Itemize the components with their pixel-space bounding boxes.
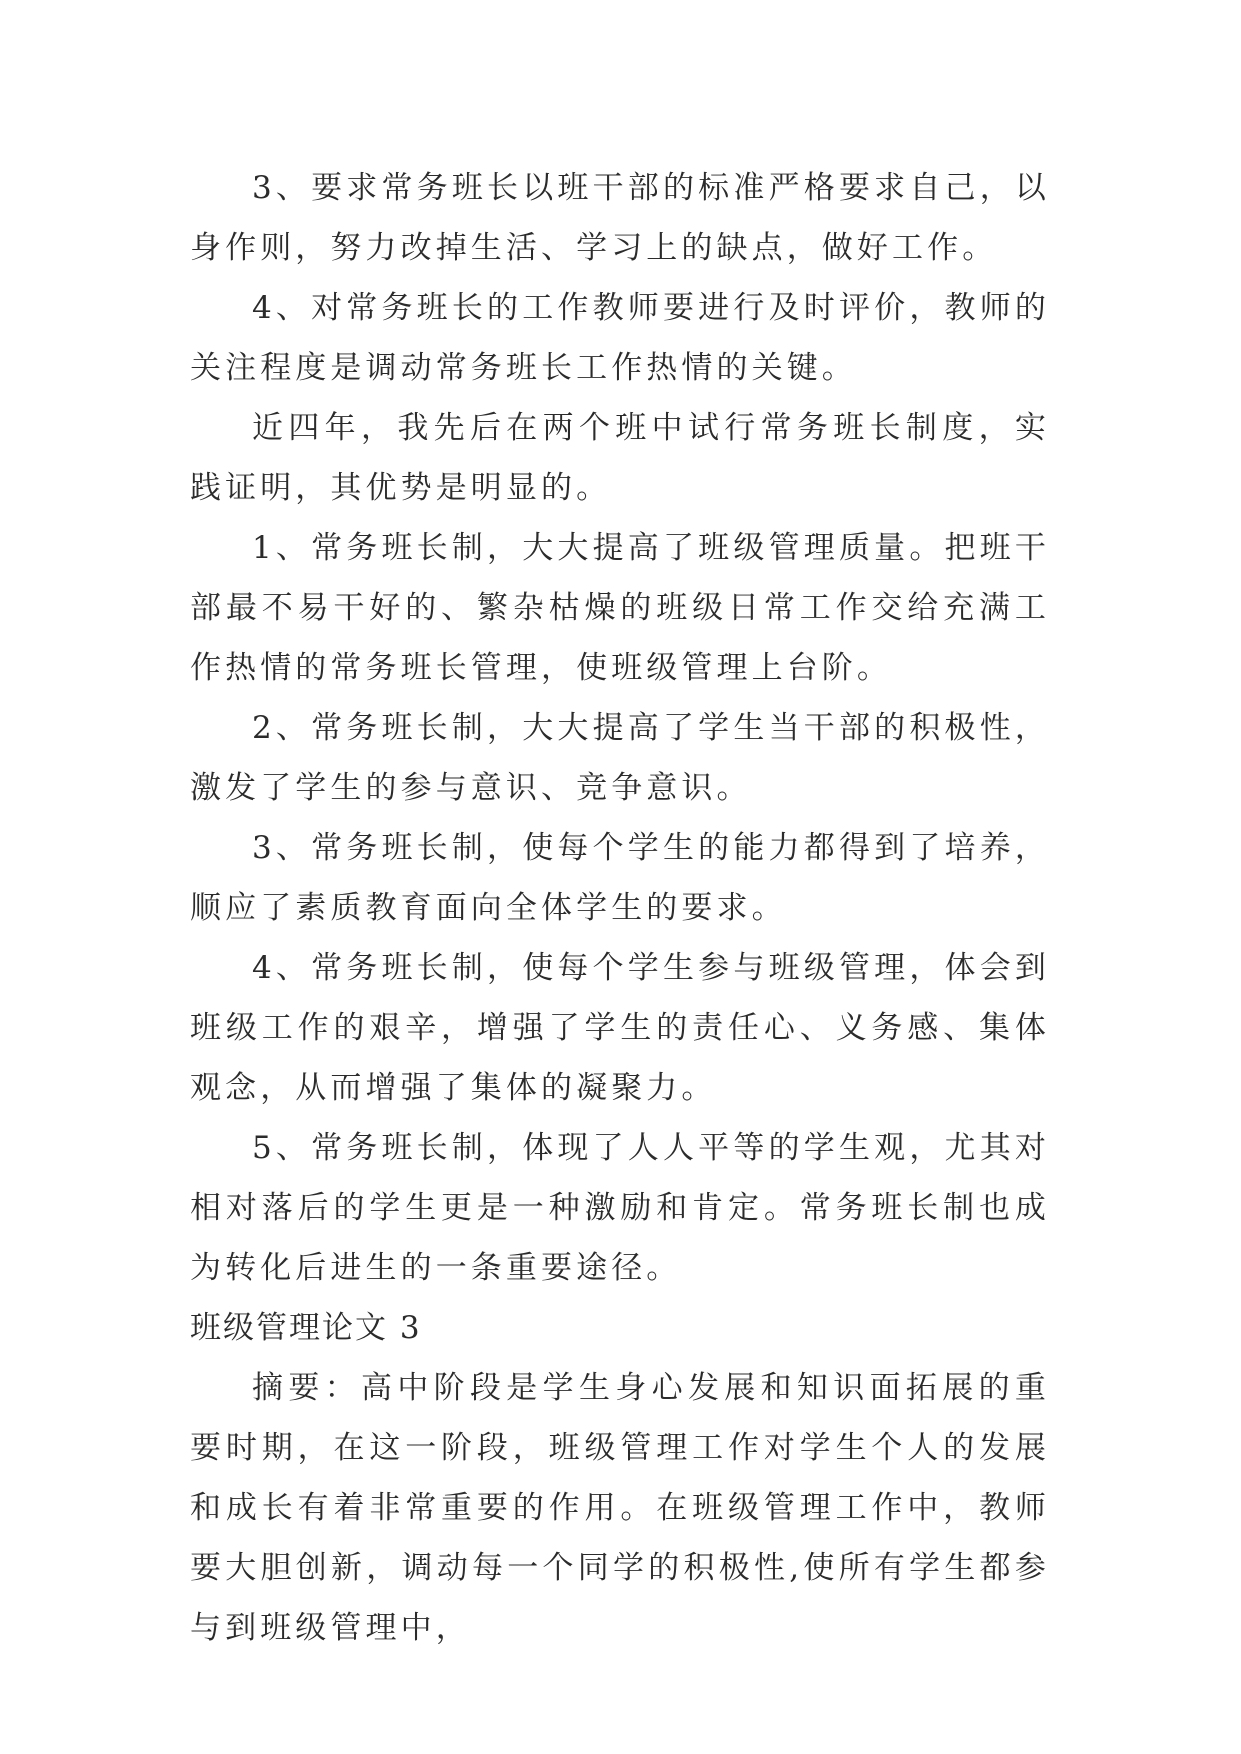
paragraph-advantage-2: 2、常务班长制，大大提高了学生当干部的积极性，激发了学生的参与意识、竞争意识。 <box>190 710 1050 806</box>
paragraph-advantage-3: 3、常务班长制，使每个学生的能力都得到了培养，顺应了素质教育面向全体学生的要求。 <box>190 830 1050 926</box>
paragraph-advantage-1: 1、常务班长制，大大提高了班级管理质量。把班干部最不易干好的、繁杂枯燥的班级日常工作交给充满工作热情的常务班长管理，使班级管理上台阶。 <box>190 530 1050 686</box>
paragraph-four-years-practice: 近四年，我先后在两个班中试行常务班长制度，实践证明，其优势是明显的。 <box>190 410 1050 506</box>
paragraph-abstract: 摘要：高中阶段是学生身心发展和知识面拓展的重要时期，在这一阶段，班级管理工作对学生个人的发展和成长有着非常重要的作用。在班级管理工作中，教师要大胆创新，调动每一个同学的积极性,使所有学生都参与到班级管理中， <box>190 1370 1050 1646</box>
paragraph-advantage-5: 5、常务班长制，体现了人人平等的学生观，尤其对相对落后的学生更是一种激励和肯定。常务班长制也成为转化后进生的一条重要途径。 <box>190 1130 1050 1286</box>
paragraph-advantage-4: 4、常务班长制，使每个学生参与班级管理，体会到班级工作的艰辛，增强了学生的责任心、义务感、集体观念，从而增强了集体的凝聚力。 <box>190 950 1050 1106</box>
paragraph-teacher-evaluation: 4、对常务班长的工作教师要进行及时评价，教师的关注程度是调动常务班长工作热情的关键。 <box>190 290 1050 386</box>
document-page <box>190 158 1050 1658</box>
paragraph-leader-self-discipline: 3、要求常务班长以班干部的标准严格要求自己，以身作则，努力改掉生活、学习上的缺点，做好工作。 <box>190 170 1050 266</box>
section-heading: 班级管理论文 3 <box>190 1310 422 1346</box>
